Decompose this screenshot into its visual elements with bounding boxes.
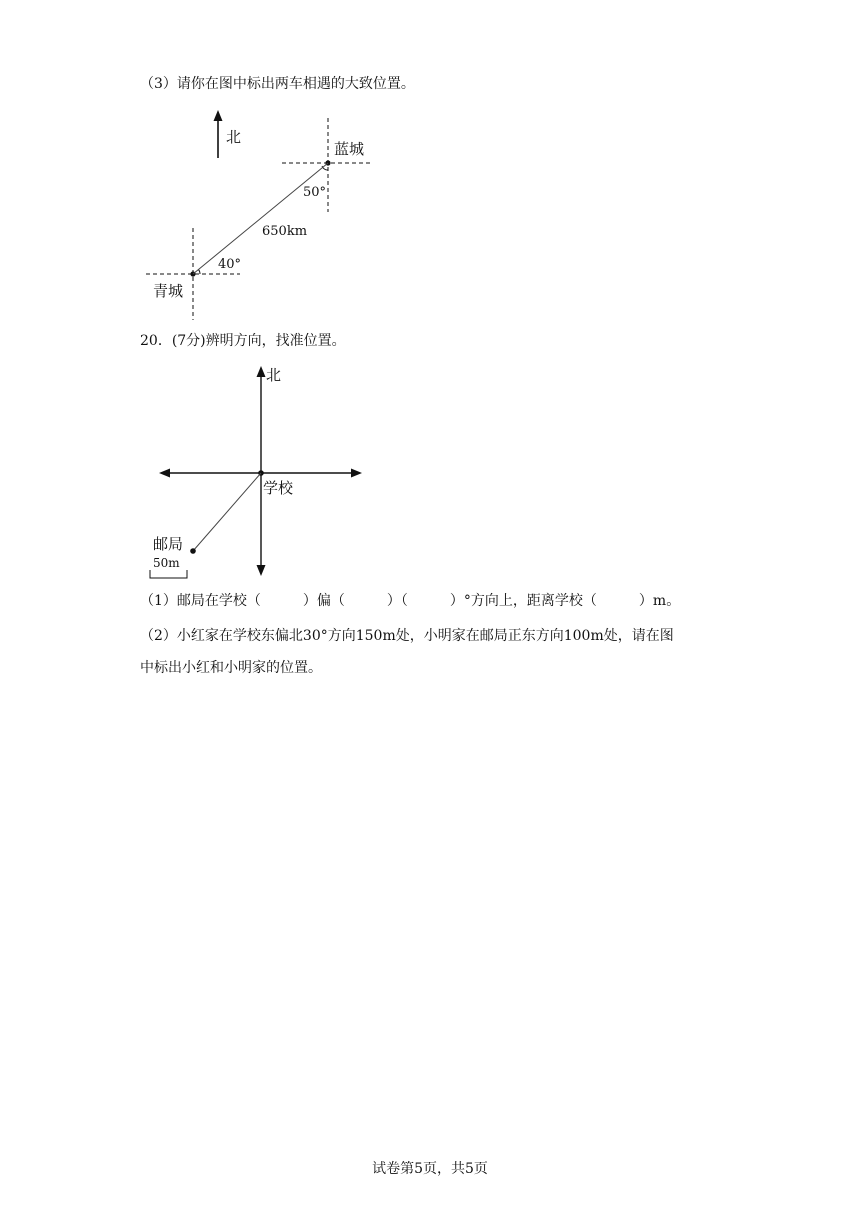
qingcheng-angle-label: 40° bbox=[218, 257, 242, 272]
distance-label: 650km bbox=[262, 224, 308, 239]
sub-question-2-line-2: 中标出小红和小明家的位置。 bbox=[140, 660, 322, 676]
scale-label: 50m bbox=[153, 556, 180, 570]
lancheng-label: 蓝城 bbox=[334, 140, 365, 158]
sub1-part-3: ）（ bbox=[386, 593, 408, 609]
sub-question-1 bbox=[140, 591, 680, 611]
north-label: 北 bbox=[226, 128, 242, 146]
question-20-title: 20．(7分)辨明方向，找准位置。 bbox=[140, 333, 346, 349]
sub1-part-2: ）偏（ bbox=[302, 593, 345, 609]
sub-question-2-line-1: （2）小红家在学校东偏北30°方向150m处，小明家在邮局正东方向100m处，请在图 bbox=[140, 628, 674, 644]
sub1-part-4: ）°方向上，距离学校（ bbox=[449, 593, 597, 609]
qingcheng-label: 青城 bbox=[153, 282, 184, 300]
school-label: 学校 bbox=[263, 479, 294, 497]
school-post-line bbox=[193, 473, 261, 551]
page-footer: 试卷第5页，共5页 bbox=[372, 1161, 488, 1177]
north-label-2: 北 bbox=[266, 366, 282, 384]
post-office-point bbox=[190, 548, 196, 554]
question-3-text: （3）请你在图中标出两车相遇的大致位置。 bbox=[140, 76, 415, 92]
scale-bar bbox=[150, 570, 187, 578]
sub1-part-1: （1）邮局在学校（ bbox=[140, 593, 261, 609]
post-office-label: 邮局 bbox=[153, 535, 184, 553]
sub1-part-5: ）m。 bbox=[638, 593, 681, 609]
lancheng-angle-label: 50° bbox=[303, 185, 327, 200]
